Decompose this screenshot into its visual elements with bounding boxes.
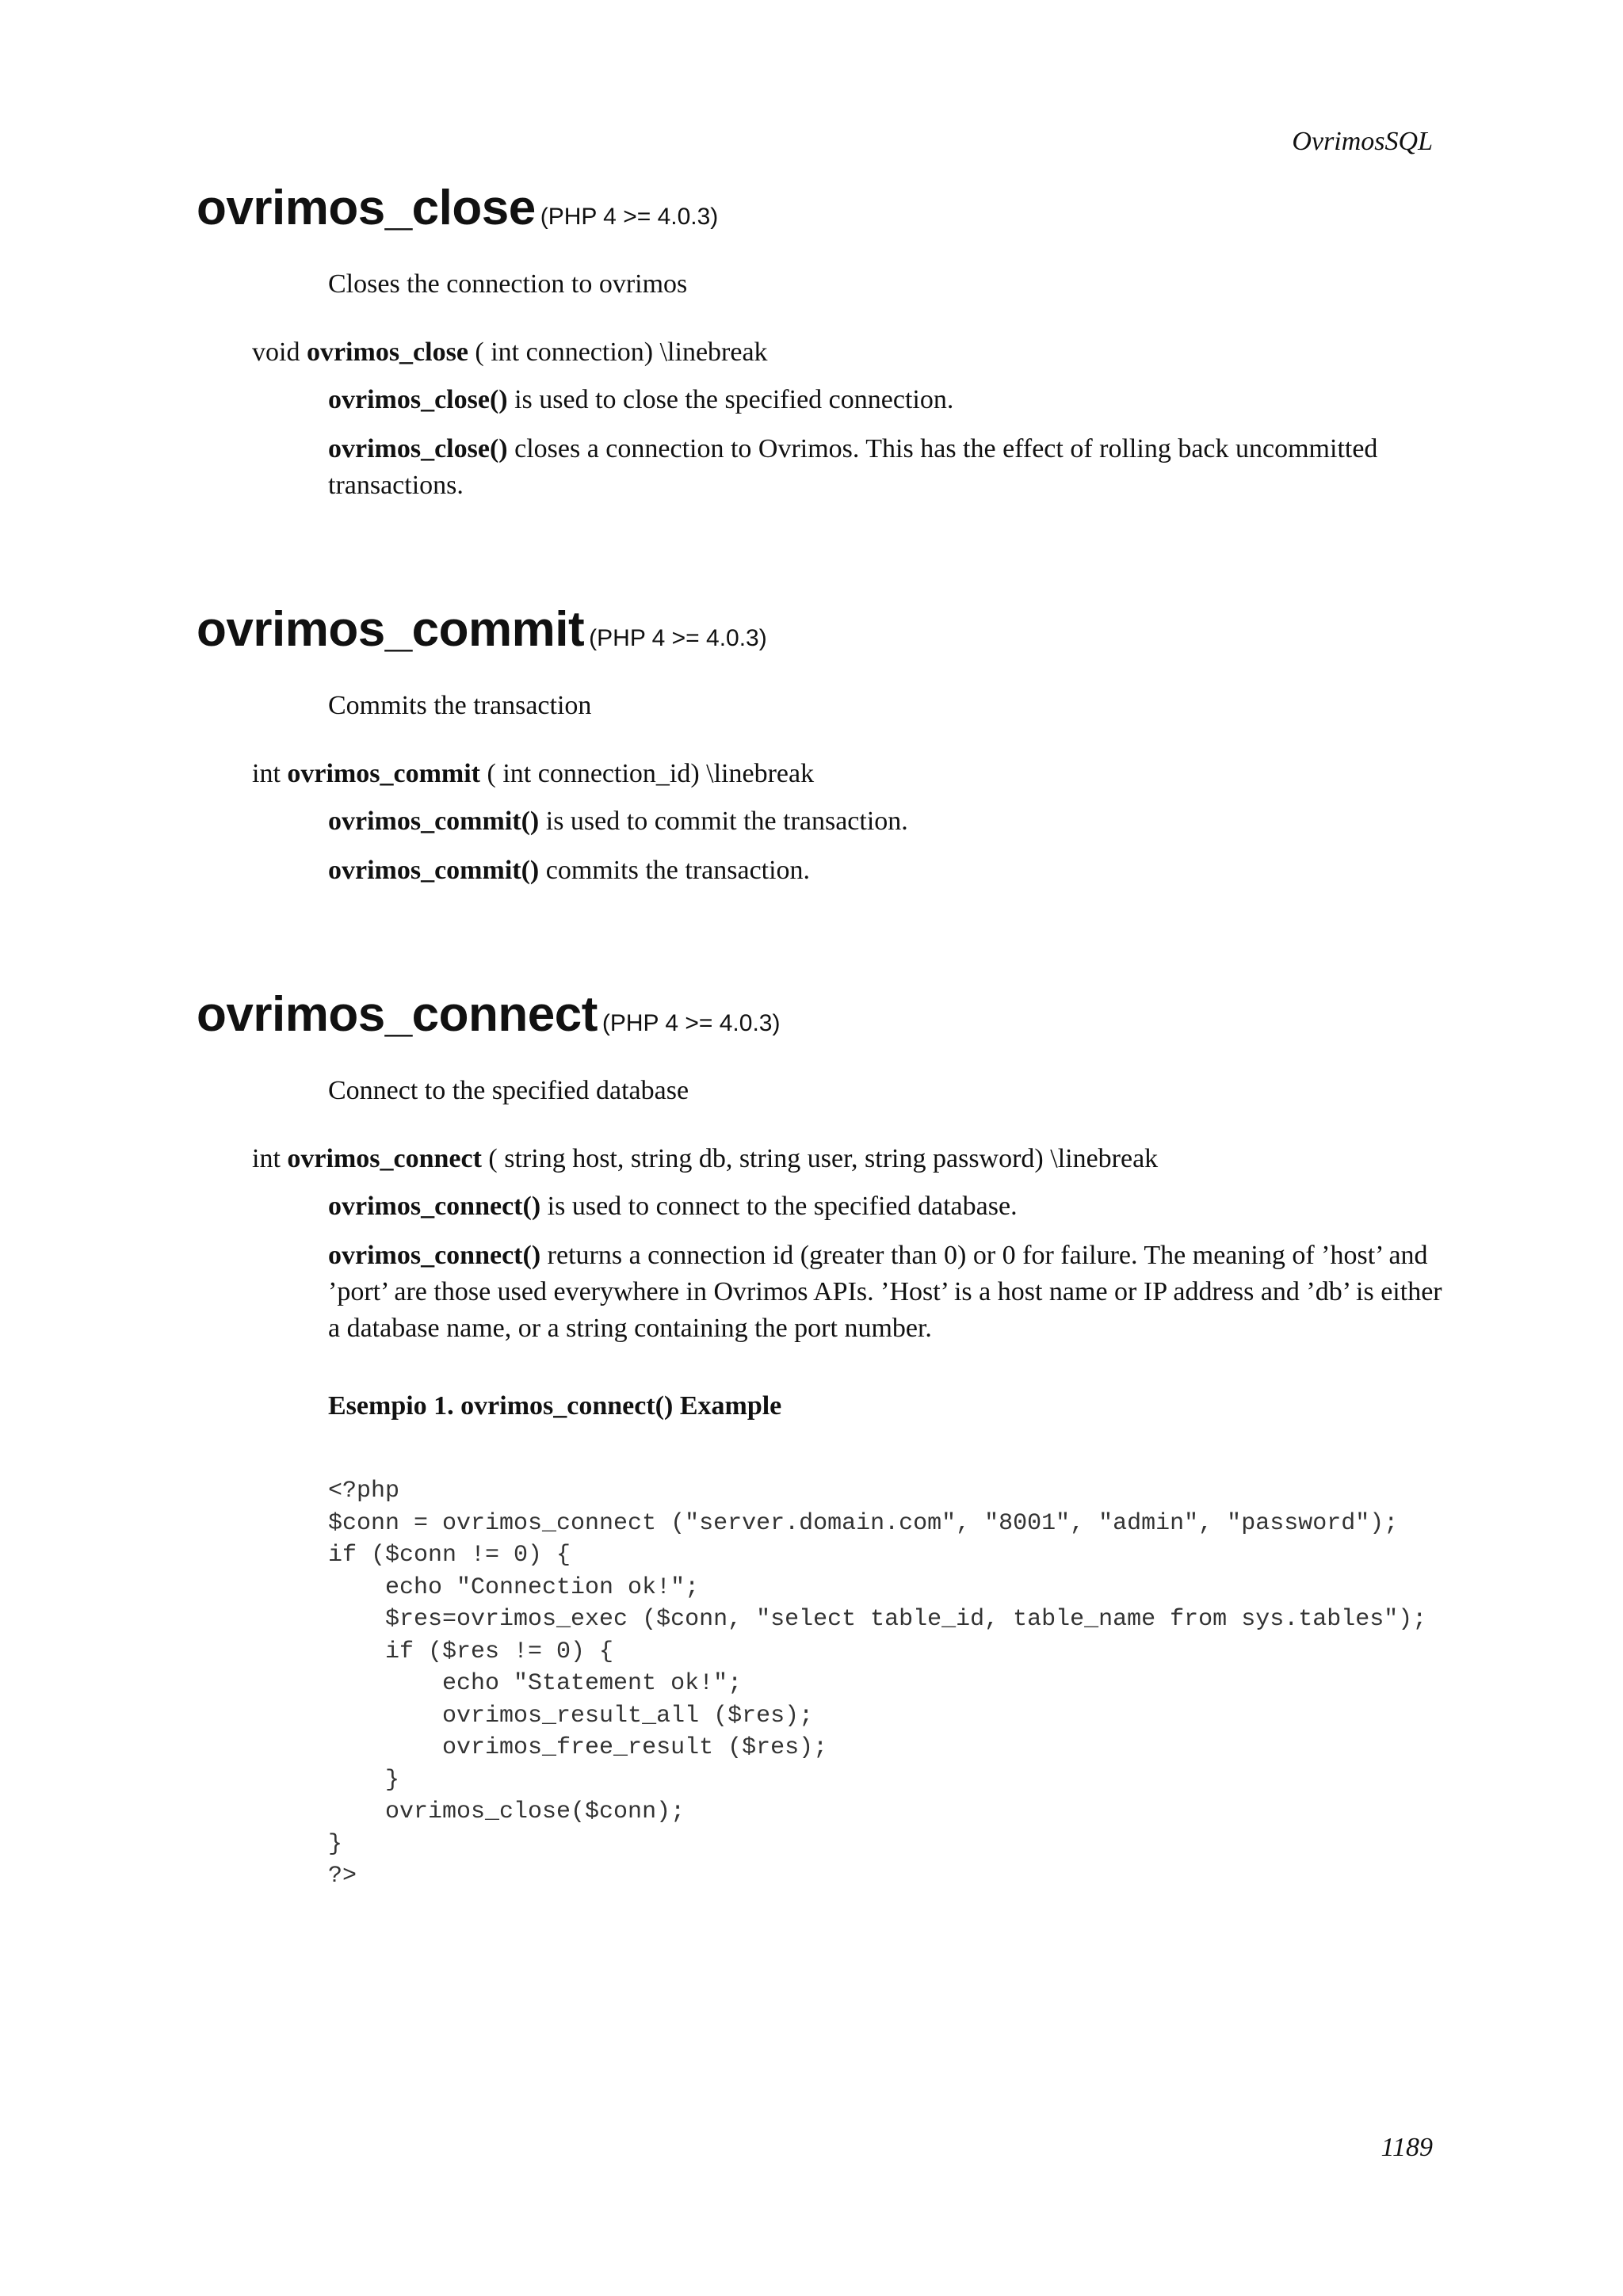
function-params: ( string host, string db, string user, string password) \linebreak [481,1144,1159,1173]
page-number: 1189 [1381,2133,1433,2162]
function-title: ovrimos_connect [197,987,598,1042]
version-note: (PHP 4 >= 4.0.3) [589,625,767,651]
description-paragraph [328,1238,1453,1347]
version-note: (PHP 4 >= 4.0.3) [540,204,719,230]
description-paragraph [328,1188,1453,1225]
section-heading [197,987,1465,1042]
section-ovrimos-close [197,181,1465,504]
function-ref: ovrimos_connect() [328,1192,541,1221]
description-paragraph [328,852,1453,889]
function-params: ( int connection_id) \linebreak [480,759,815,788]
description-text: commits the transaction. [539,856,811,885]
return-type: void [252,338,300,367]
description-text: is used to connect to the specified database. [540,1192,1018,1221]
function-ref: ovrimos_commit() [328,856,540,885]
function-synopsis [252,1144,1465,1174]
function-name: ovrimos_close [306,338,468,367]
function-name: ovrimos_connect [287,1144,482,1173]
function-title: ovrimos_close [197,181,536,235]
description-paragraph [328,803,1453,840]
function-title: ovrimos_commit [197,602,585,657]
function-synopsis [252,338,1465,368]
section-ovrimos-commit [197,602,1465,889]
return-type: int [252,1144,281,1173]
example-title: Esempio 1. ovrimos_connect() Example [328,1391,782,1421]
description-text: is used to close the specified connection. [507,385,954,414]
function-ref: ovrimos_commit() [328,807,540,836]
function-ref: ovrimos_close() [328,434,508,463]
description-text: is used to commit the transaction. [539,807,908,836]
function-params: ( int connection) \linebreak [468,338,768,367]
function-ref: ovrimos_close() [328,385,508,414]
description-text: returns a connection id (greater than 0) or 0 for failure. The meaning of ’host’ and ’port’ are those used everywhere in Ovrimos APIs. ’Host’ is a host name or IP address and ’db’ is either a database name, or a string containing the port number. [328,1241,1442,1343]
version-note: (PHP 4 >= 4.0.3) [601,1010,781,1036]
function-synopsis [252,759,1465,789]
function-purpose: Commits the transaction [328,691,592,720]
function-name: ovrimos_commit [287,759,481,788]
code-example: <?php $conn = ovrimos_connect ("server.domain.com", "8001", "admin", "password"); if ($conn != 0) { echo "Connection ok!"; $res=ovrimos_exec ($conn, "select table_id, table_name from sys.tables"); if ($res != 0) { echo "Statement ok!"; ovrimos_result_all ($res); ovrimos_free_result ($res); } ovrimos_close($conn); } ?> [328,1478,1427,1890]
section-ovrimos-connect [197,987,1465,1893]
section-heading [197,181,1465,235]
function-ref: ovrimos_connect() [328,1241,541,1270]
description-text: closes a connection to Ovrimos. This has the effect of rolling back uncommitted transactions. [328,434,1378,500]
function-purpose: Closes the connection to ovrimos [328,269,688,299]
return-type: int [252,759,281,788]
description-paragraph [328,382,1453,418]
function-purpose: Connect to the specified database [328,1076,689,1105]
section-heading [197,602,1465,657]
running-header: OvrimosSQL [1292,127,1433,156]
description-paragraph [328,431,1453,504]
